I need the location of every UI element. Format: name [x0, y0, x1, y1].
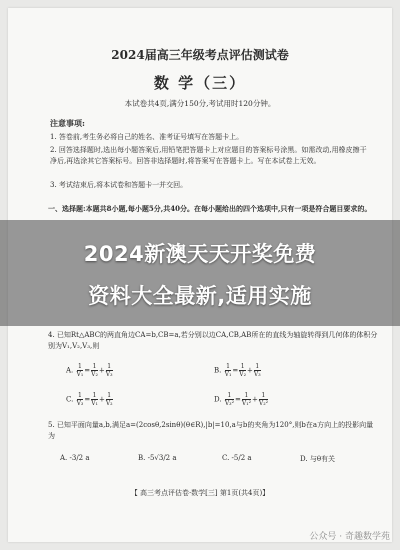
q4-option-d: D. $\frac{1}{\text{V₃²}}$ = $\frac{1}{\text{V₁²}}$ + $\frac{1}{\text{V₂²}}$: [214, 392, 269, 407]
note-3: 3. 考试结束后,将本试卷和答题卡一并交回。: [50, 181, 188, 189]
headline-banner: [0, 220, 400, 326]
q5-option-a: A. -3/2 a: [60, 454, 90, 462]
exam-title: 2024届高三年级考点评估测试卷: [111, 48, 289, 62]
headline-line-2: 资料大全最新,适用实施: [88, 284, 312, 308]
watermark: 公众号 · 奇趣数学苑: [309, 532, 390, 542]
page-footer: 【 高三考点评估卷·数学[三] 第1页(共4页)】: [130, 489, 270, 497]
question-4: 4. 已知Rt△ABC的两直角边CA=b,CB=a,若分别以边CA,CB,AB所在的直线为轴旋转得到几何体的体积分别为V₁,V₂,V₃,则: [48, 331, 378, 350]
q4-option-c: C. $\frac{1}{\text{V₃}}$ = $\frac{1}{\text{V₁}}$ + $\frac{1}{\text{V₂}}$: [66, 392, 113, 407]
q4-option-b: B. $\frac{1}{\text{V₁}}$ = $\frac{1}{\text{V₂}}$ + $\frac{1}{\text{V₃}}$: [214, 363, 261, 378]
exam-meta: 本试卷共4页,满分150分,考试用时120分钟。: [124, 99, 276, 108]
q5-option-b: B. -5√3/2 a: [138, 454, 177, 462]
note-2: 2. 回答选择题时,选出每小题答案后,用铅笔把答题卡上对应题目的答案标号涂黑。如需改动,用橡皮擦干净后,再选涂其它答案标号。回答非选择题时,将答案写在答题卡上。写在本试卷上无效。: [50, 146, 367, 165]
q5-option-d: D. 与θ有关: [300, 455, 336, 463]
section-one-heading: 一、选择题:本题共8小题,每小题5分,共40分。在每小题给出的四个选项中,只有一项是符合题目要求的。: [48, 204, 372, 213]
q5-option-c: C. -5/2 a: [222, 454, 252, 462]
subject-title: 数 学（三）: [153, 74, 247, 92]
q4-option-a: A. $\frac{1}{\text{V₁}}$ = $\frac{1}{\text{V₂}}$ + $\frac{1}{\text{V₃}}$: [66, 363, 113, 378]
question-5: 5. 已知平面向量a,b,满足a=(2cosθ,2sinθ)(θ∈R),|b|=10,a与b的夹角为120°,则b在a方向上的投影向量为: [48, 421, 374, 440]
notes-heading: 注意事项:: [50, 118, 85, 128]
note-1: 1. 答卷前,考生务必将自己的姓名、准考证号填写在答题卡上。: [50, 133, 244, 141]
headline-line-1: 2024新澳天天开奖免费: [83, 242, 317, 266]
